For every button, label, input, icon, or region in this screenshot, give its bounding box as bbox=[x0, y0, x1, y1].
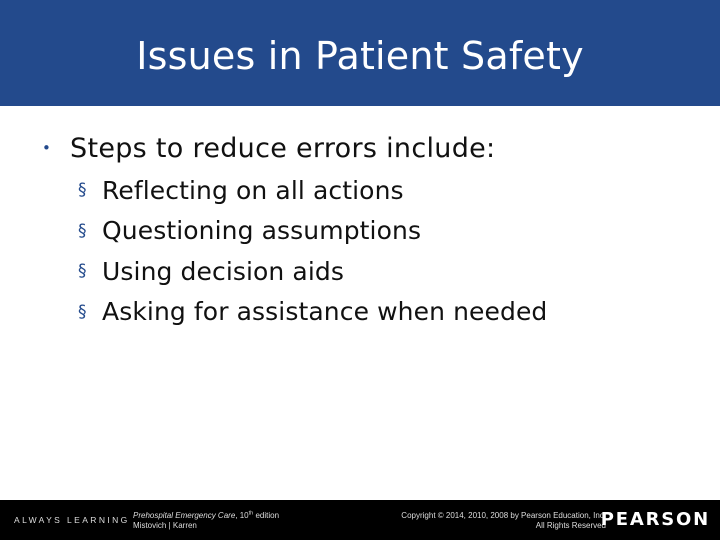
sub-bullet-item bbox=[78, 170, 547, 211]
book-line: Prehospital Emergency Care, 10th edition bbox=[133, 510, 280, 520]
authors: Mistovich | Karren bbox=[133, 521, 197, 530]
copyright-notice bbox=[334, 511, 606, 531]
section-bullet-icon: § bbox=[78, 180, 87, 201]
sub-bullet-text: Using decision aids bbox=[102, 256, 344, 286]
edition-number: 10 bbox=[239, 511, 249, 520]
main-bullet bbox=[42, 128, 495, 168]
slide-title: Issues in Patient Safety bbox=[136, 34, 584, 78]
section-bullet-icon: § bbox=[78, 261, 87, 282]
edition-word: edition bbox=[255, 511, 280, 520]
bullet-dot-icon: • bbox=[42, 139, 52, 157]
sub-bullet-item bbox=[78, 211, 547, 252]
edition-suffix: th bbox=[248, 510, 254, 517]
copyright-line-1: Copyright © 2014, 2010, 2008 by Pearson Education, Inc. bbox=[401, 511, 606, 520]
sub-bullet-text: Questioning assumptions bbox=[102, 216, 422, 246]
sub-bullet-item bbox=[78, 251, 547, 292]
main-bullet-text: Steps to reduce errors include: bbox=[70, 132, 496, 164]
pearson-logo: PEARSON bbox=[600, 509, 710, 530]
section-bullet-icon: § bbox=[78, 220, 87, 241]
sub-bullet-text: Asking for assistance when needed bbox=[102, 297, 548, 327]
sub-bullet-item bbox=[78, 292, 547, 333]
always-learning-tagline: ALWAYS LEARNING bbox=[14, 515, 130, 525]
sub-bullet-text: Reflecting on all actions bbox=[102, 175, 404, 205]
sub-bullet-list bbox=[78, 170, 547, 332]
slide-footer bbox=[0, 500, 720, 540]
book-title: Prehospital Emergency Care bbox=[133, 511, 236, 520]
book-citation bbox=[133, 511, 279, 531]
section-bullet-icon: § bbox=[78, 301, 87, 322]
copyright-line-2: All Rights Reserved bbox=[535, 521, 606, 530]
